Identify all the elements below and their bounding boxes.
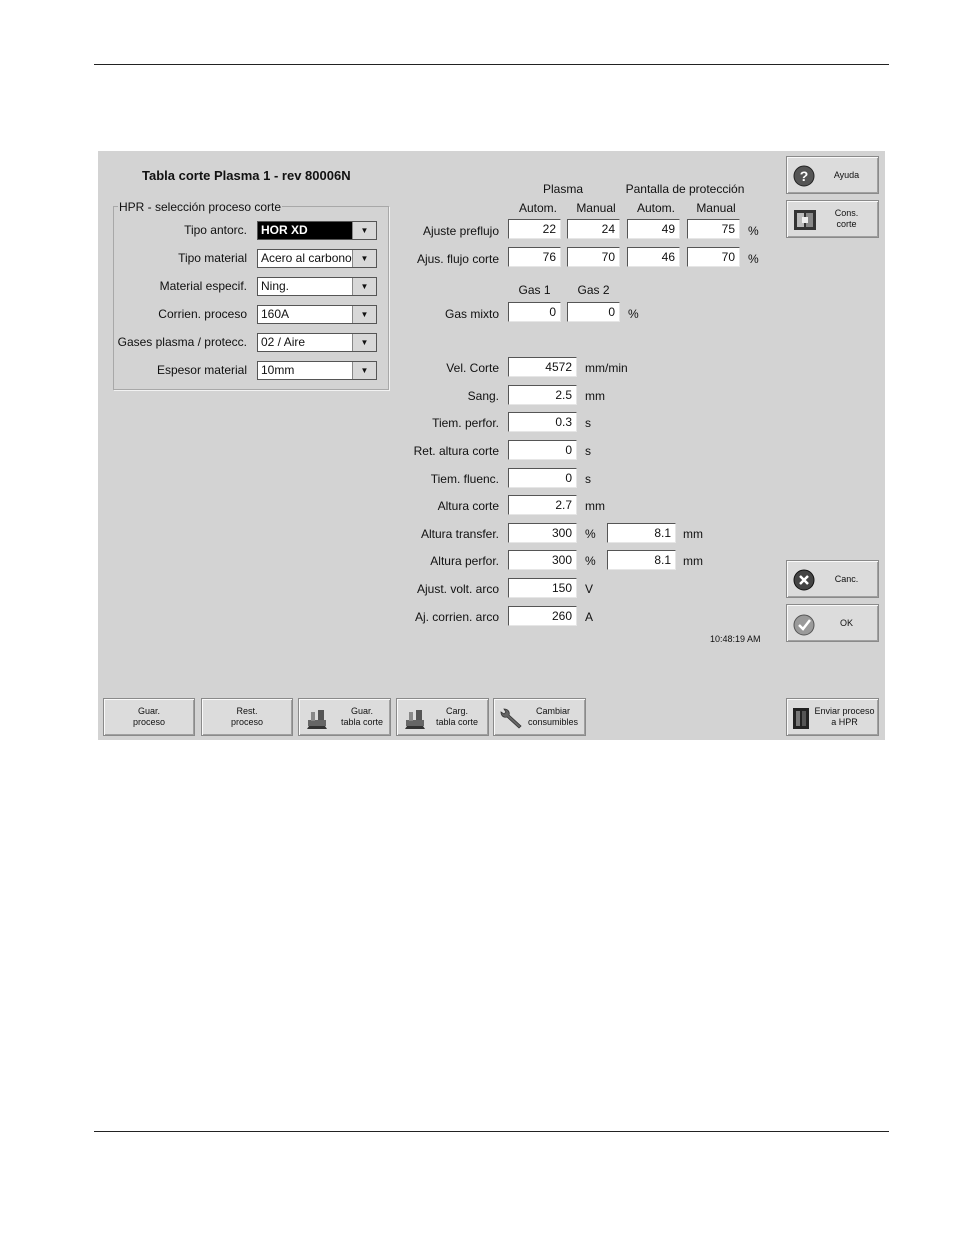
cut-speed-unit: mm/min: [585, 361, 628, 375]
preflow-label: Ajuste preflujo: [422, 224, 499, 238]
save-process-button[interactable]: [103, 698, 195, 736]
help-button-label: Ayuda: [833, 170, 860, 180]
creep-time-unit: s: [585, 472, 591, 486]
specific-material-value: Ning.: [261, 279, 290, 293]
pierce-height-percent-unit: %: [585, 554, 596, 568]
restore-process-label-line2: proceso: [230, 717, 264, 727]
material-type-label: Tipo material: [178, 251, 247, 265]
change-consumables-button[interactable]: [493, 698, 586, 736]
shield-auto-header: Autom.: [636, 201, 675, 215]
cutflow-label: Ajus. flujo corte: [416, 252, 499, 266]
pierce-time-label: Tiem. perfor.: [432, 416, 499, 430]
plasma-header: Plasma: [542, 182, 583, 196]
preflow-plasma-auto-field[interactable]: 22: [508, 219, 561, 239]
cut-height-field[interactable]: 2.7: [508, 495, 577, 515]
torch-type-select[interactable]: [257, 221, 377, 240]
kerf-field[interactable]: 2.5: [508, 385, 577, 405]
arc-voltage-field[interactable]: 150: [508, 578, 577, 598]
cutflow-unit: %: [748, 252, 759, 266]
chevron-down-icon[interactable]: ▼: [352, 278, 376, 295]
cancel-button[interactable]: [786, 560, 879, 598]
gas1-header: Gas 1: [518, 283, 551, 297]
pierce-time-unit: s: [585, 416, 591, 430]
change-consumables-label-line1: Cambiar: [535, 706, 570, 716]
transfer-height-mm-unit: mm: [683, 527, 703, 541]
transfer-height-label: Altura transfer.: [420, 527, 499, 541]
height-delay-label: Ret. altura corte: [413, 444, 499, 458]
pierce-height-percent-field[interactable]: 300: [508, 550, 577, 570]
chevron-down-icon[interactable]: ▼: [352, 334, 376, 351]
cancel-button-label: Canc.: [834, 574, 859, 584]
pierce-time-field[interactable]: 0.3: [508, 412, 577, 432]
transfer-height-percent-unit: %: [585, 527, 596, 541]
ok-button-label: OK: [839, 618, 853, 628]
save-process-label-line1: Guar.: [137, 706, 160, 716]
gas1-field[interactable]: 0: [508, 302, 561, 322]
plasma-shield-gas-value: 02 / Aire: [261, 335, 306, 349]
send-process-label-line1: Enviar proceso: [814, 706, 875, 716]
arc-current-unit: A: [585, 610, 594, 624]
chevron-down-icon[interactable]: ▼: [352, 306, 376, 323]
process-current-select[interactable]: [257, 305, 377, 324]
specific-material-select[interactable]: [257, 277, 377, 296]
preflow-unit: %: [748, 224, 759, 238]
chevron-down-icon[interactable]: ▼: [352, 362, 376, 379]
restore-process-button[interactable]: [201, 698, 293, 736]
save-cut-chart-label-line2: tabla corte: [340, 717, 384, 727]
svg-text:?: ?: [799, 168, 809, 184]
process-selection-legend: HPR - selección proceso corte: [119, 200, 282, 214]
shield-header: Pantalla de protección: [625, 182, 745, 196]
material-type-select[interactable]: [257, 249, 377, 268]
arc-current-field[interactable]: 260: [508, 606, 577, 626]
consumables-button[interactable]: [786, 200, 879, 238]
plasma-shield-gas-select[interactable]: [257, 333, 377, 352]
screen-title: Tabla corte Plasma 1 - rev 80006N: [142, 168, 351, 183]
cut-speed-field[interactable]: 4572: [508, 357, 577, 377]
load-cut-chart-label-line2: tabla corte: [435, 717, 479, 727]
creep-time-field[interactable]: 0: [508, 468, 577, 488]
height-delay-field[interactable]: 0: [508, 440, 577, 460]
gas2-header: Gas 2: [577, 283, 610, 297]
help-icon: [792, 164, 818, 188]
save-cut-chart-label-line1: Guar.: [350, 706, 373, 716]
check-icon: [792, 612, 818, 636]
preflow-shield-manual-field[interactable]: 75: [687, 219, 740, 239]
ok-button[interactable]: [786, 604, 879, 642]
clock: 10:48:19 AM: [710, 634, 761, 644]
cut-height-unit: mm: [585, 499, 605, 513]
chevron-down-icon[interactable]: ▼: [352, 222, 376, 239]
cut-speed-label: Vel. Corte: [446, 361, 499, 375]
material-thickness-select[interactable]: [257, 361, 377, 380]
cutflow-plasma-auto-field[interactable]: 76: [508, 247, 561, 267]
cutflow-plasma-manual-field[interactable]: 70: [567, 247, 620, 267]
pierce-height-label: Altura perfor.: [430, 554, 499, 568]
process-current-value: 160A: [261, 307, 290, 321]
specific-material-label: Material especif.: [159, 279, 247, 293]
material-thickness-label: Espesor material: [156, 363, 247, 377]
process-current-label: Corrien. proceso: [158, 307, 247, 321]
send-process-label-line2: a HPR: [831, 717, 858, 727]
consumables-button-label-line1: Cons.: [834, 208, 859, 218]
creep-time-label: Tiem. fluenc.: [430, 472, 499, 486]
plasma-manual-header: Manual: [576, 201, 616, 215]
gas2-field[interactable]: 0: [567, 302, 620, 322]
arc-current-label: Aj. corrien. arco: [414, 610, 499, 624]
cancel-icon: [792, 568, 818, 592]
arc-voltage-unit: V: [585, 582, 594, 596]
torch-type-label: Tipo antorc.: [184, 223, 247, 237]
transfer-height-mm-field[interactable]: 8.1: [607, 523, 676, 543]
load-table-icon: [403, 706, 427, 730]
restore-process-label-line1: Rest.: [236, 706, 258, 716]
preflow-shield-auto-field[interactable]: 49: [627, 219, 680, 239]
gas-mix-unit: %: [628, 307, 639, 321]
transfer-height-percent-field[interactable]: 300: [508, 523, 577, 543]
torch-type-value: HOR XD: [258, 222, 354, 239]
help-button[interactable]: [786, 156, 879, 194]
cut-height-label: Altura corte: [437, 499, 499, 513]
cutflow-shield-auto-field[interactable]: 46: [627, 247, 680, 267]
arc-voltage-label: Ajust. volt. arco: [416, 582, 499, 596]
save-process-label-line2: proceso: [132, 717, 166, 727]
load-cut-chart-button[interactable]: [396, 698, 489, 736]
save-cut-chart-button[interactable]: [298, 698, 391, 736]
preflow-plasma-manual-field[interactable]: 24: [567, 219, 620, 239]
load-cut-chart-label-line1: Carg.: [445, 706, 468, 716]
save-table-icon: [305, 706, 329, 730]
plasma-shield-gas-label: Gases plasma / protecc.: [117, 335, 247, 349]
kerf-unit: mm: [585, 389, 605, 403]
kerf-label: Sang.: [467, 389, 499, 403]
pierce-height-mm-field[interactable]: 8.1: [607, 550, 676, 570]
page-header-rule: [94, 64, 889, 65]
send-process-to-hpr-button[interactable]: [786, 698, 879, 736]
consumables-button-label-line2: corte: [836, 219, 857, 229]
wrench-icon: [500, 706, 524, 730]
shield-manual-header: Manual: [696, 201, 736, 215]
plasma-auto-header: Autom.: [518, 201, 557, 215]
consumables-icon: [792, 208, 818, 232]
page-footer-rule: [94, 1131, 889, 1132]
pierce-height-mm-unit: mm: [683, 554, 703, 568]
material-type-value: Acero al carbono: [261, 251, 352, 265]
change-consumables-label-line2: consumibles: [527, 717, 579, 727]
material-thickness-value: 10mm: [261, 363, 295, 377]
height-delay-unit: s: [585, 444, 591, 458]
cut-chart-screen: [98, 151, 885, 740]
cutflow-shield-manual-field[interactable]: 70: [687, 247, 740, 267]
chevron-down-icon[interactable]: ▼: [352, 250, 376, 267]
gas-mix-label: Gas mixto: [444, 307, 499, 321]
